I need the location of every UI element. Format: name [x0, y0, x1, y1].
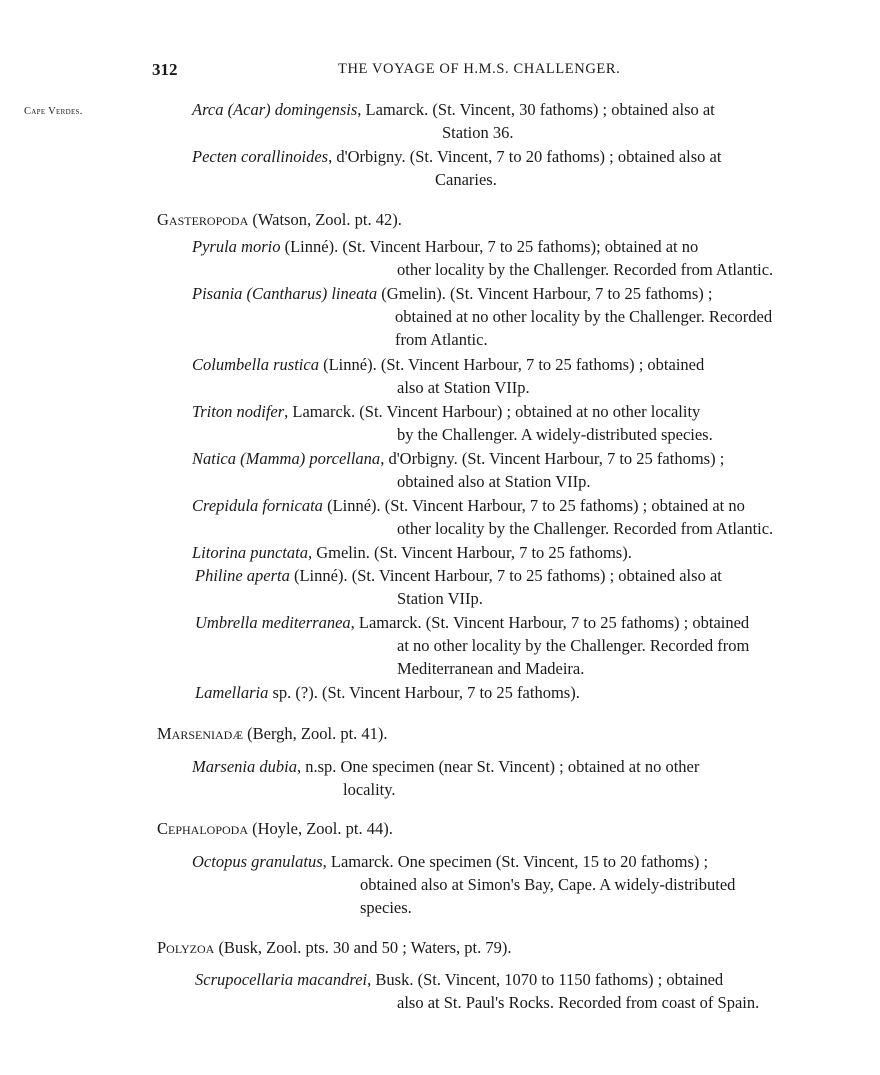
species-name: Marsenia dubia	[192, 757, 297, 776]
species-entry	[192, 494, 773, 540]
group-name: Polyzoa	[157, 938, 215, 957]
entry-continuation: Station 36.	[442, 123, 514, 142]
group-citation: (Busk, Zool. pts. 30 and 50 ; Waters, pt. 79).	[214, 938, 512, 957]
entry-continuation: also at St. Paul's Rocks. Recorded from coast of Spain.	[397, 993, 760, 1012]
species-details: (Linné). (St. Vincent Harbour, 7 to 25 fathoms) ; obtained also at	[289, 566, 722, 585]
species-entry	[195, 681, 580, 704]
species-entry	[192, 235, 773, 281]
species-name: Scrupocellaria macandrei	[195, 970, 368, 989]
species-name: Octopus granulatus	[192, 852, 323, 871]
entry-continuation: Mediterranean and Madeira.	[397, 659, 585, 678]
entry-continuation: other locality by the Challenger. Recorded from Atlantic.	[397, 260, 774, 279]
entry-continuation: at no other locality by the Challenger. Recorded from	[397, 636, 750, 655]
species-details: , Lamarck. (St. Vincent Harbour, 7 to 25 fathoms) ; obtained	[350, 613, 750, 632]
section-heading-gasteropoda	[157, 210, 402, 230]
species-entry	[195, 564, 722, 610]
species-details: , d'Orbigny. (St. Vincent, 7 to 20 fathoms) ; obtained also at	[328, 147, 722, 166]
species-details: sp. (?). (St. Vincent Harbour, 7 to 25 fathoms).	[268, 683, 580, 702]
entry-continuation: locality.	[343, 780, 396, 799]
entry-continuation: obtained also at Simon's Bay, Cape. A widely-distributed	[360, 875, 736, 894]
entry-continuation: from Atlantic.	[395, 330, 488, 349]
species-entry	[192, 353, 704, 399]
group-citation: (Hoyle, Zool. pt. 44).	[248, 819, 393, 838]
species-details: , Lamarck. (St. Vincent Harbour) ; obtained at no other locality	[284, 402, 701, 421]
species-name: Columbella rustica	[192, 355, 319, 374]
species-details: (Gmelin). (St. Vincent Harbour, 7 to 25 fathoms) ;	[377, 284, 713, 303]
species-name: Lamellaria	[195, 683, 269, 702]
entry-continuation: Station VIIp.	[397, 589, 483, 608]
species-entry	[195, 611, 749, 680]
species-entry	[192, 541, 632, 564]
species-details: , Lamarck. One specimen (St. Vincent, 15 to 20 fathoms) ;	[322, 852, 709, 871]
group-name: Cephalopoda	[157, 819, 249, 838]
group-name: Marseniadæ	[157, 724, 244, 743]
species-details: , Lamarck. (St. Vincent, 30 fathoms) ; obtained also at	[357, 100, 715, 119]
group-citation: (Bergh, Zool. pt. 41).	[243, 724, 388, 743]
entry-continuation: Canaries.	[435, 170, 497, 189]
section-heading-polyzoa	[157, 938, 512, 958]
species-entry	[192, 447, 724, 493]
species-entry	[192, 850, 735, 919]
species-details: , d'Orbigny. (St. Vincent Harbour, 7 to 25 fathoms) ;	[380, 449, 725, 468]
group-name: Gasteropoda	[157, 210, 249, 229]
species-name: Triton nodifer	[192, 402, 285, 421]
running-title: THE VOYAGE OF H.M.S. CHALLENGER.	[338, 61, 621, 77]
species-name: Crepidula fornicata	[192, 496, 323, 515]
entry-continuation: other locality by the Challenger. Recorded from Atlantic.	[397, 519, 774, 538]
species-entry	[195, 968, 759, 1014]
section-heading-marseniadae	[157, 724, 388, 744]
margin-note: Cape Verdes.	[24, 106, 83, 117]
species-name: Pisania (Cantharus) lineata	[192, 284, 378, 303]
entry-continuation: by the Challenger. A widely-distributed species.	[397, 425, 713, 444]
species-name: Pyrula morio	[192, 237, 281, 256]
species-details: (Linné). (St. Vincent Harbour, 7 to 25 fathoms) ; obtained	[318, 355, 705, 374]
species-details: , n.sp. One specimen (near St. Vincent) ; obtained at no other	[296, 757, 700, 776]
species-name: Philine aperta	[195, 566, 290, 585]
species-entry	[192, 98, 715, 144]
species-entry	[192, 145, 721, 191]
entry-continuation: also at Station VIIp.	[397, 378, 530, 397]
entry-continuation: obtained also at Station VIIp.	[397, 472, 591, 491]
group-citation: (Watson, Zool. pt. 42).	[248, 210, 402, 229]
species-name: Litorina punctata	[192, 543, 308, 562]
species-entry	[192, 282, 772, 351]
species-name: Umbrella mediterranea	[195, 613, 351, 632]
species-details: , Gmelin. (St. Vincent Harbour, 7 to 25 fathoms).	[307, 543, 632, 562]
species-name: Natica (Mamma) porcellana	[192, 449, 381, 468]
species-details: (Linné). (St. Vincent Harbour, 7 to 25 fathoms); obtained at no	[280, 237, 699, 256]
page-number: 312	[152, 60, 178, 79]
species-name: Arca (Acar) domingensis	[192, 100, 358, 119]
species-name: Pecten corallinoides	[192, 147, 329, 166]
entry-continuation: obtained at no other locality by the Challenger. Recorded	[395, 307, 773, 326]
species-entry	[192, 400, 713, 446]
section-heading-cephalopoda	[157, 819, 393, 839]
species-details: , Busk. (St. Vincent, 1070 to 1150 fathoms) ; obtained	[367, 970, 724, 989]
entry-continuation: species.	[360, 898, 412, 917]
species-details: (Linné). (St. Vincent Harbour, 7 to 25 fathoms) ; obtained at no	[322, 496, 745, 515]
species-entry	[192, 755, 699, 801]
